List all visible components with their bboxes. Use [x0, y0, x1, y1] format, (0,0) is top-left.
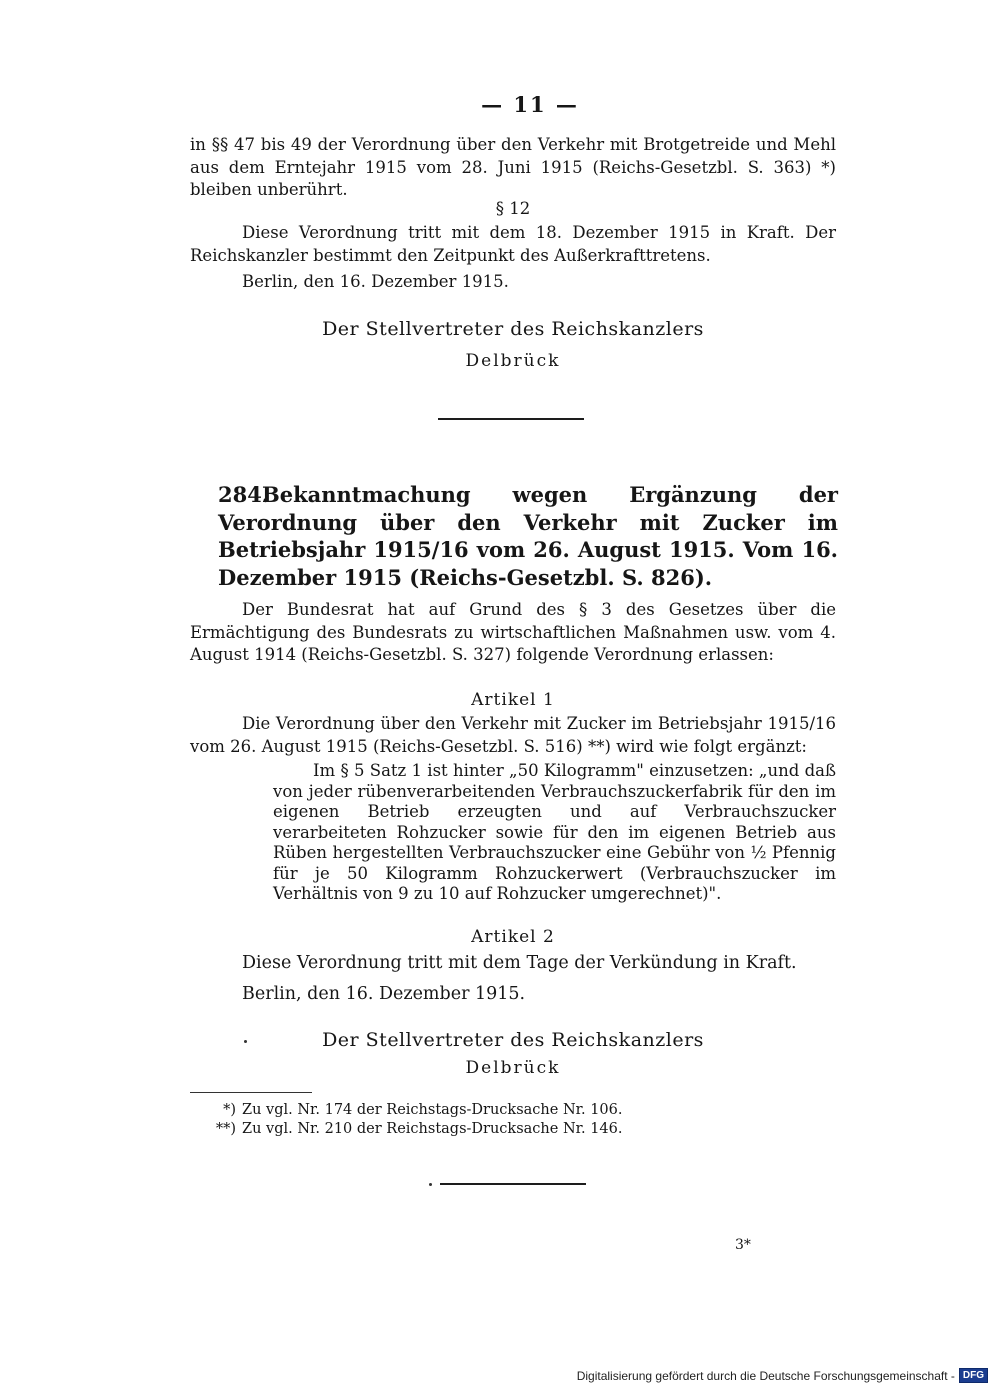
sheet-signature-mark: 3*: [735, 1237, 751, 1253]
item-284-intro: Der Bundesrat hat auf Grund des § 3 des Gesetzes über die Ermächtigung des Bundesrats zu wirtschaftlichen Maßnahmen usw. vom 4. August 1914 (Reichs-Gesetzbl. S. 327) folgende Verordnung erlassen:: [190, 600, 836, 664]
separator-rule-2: [440, 1183, 586, 1185]
article-2-text: Diese Verordnung tritt mit dem Tage der Verkündung in Kraft.: [242, 953, 797, 973]
article-1-heading: Artikel 1: [471, 690, 555, 710]
footnote: [190, 1120, 836, 1139]
section-12-text: Diese Verordnung tritt mit dem 18. Dezember 1915 in Kraft. Der Reichskanzler bestimmt den Zeitpunkt des Außerkrafttretens.: [190, 223, 836, 265]
footnote-text: Zu vgl. Nr. 174 der Reichstags-Drucksache Nr. 106.: [242, 1102, 623, 1118]
item-284-heading: [218, 481, 838, 591]
section-12-heading: § 12: [495, 199, 531, 218]
footer-credit-text: Digitalisierung gefördert durch die Deutsche Forschungsgemeinschaft -: [576, 1369, 955, 1383]
article-1-amendment-quote: Im § 5 Satz 1 ist hinter „50 Kilogramm" einzusetzen: „und daß von jeder rübenverarbeitenden Verbrauchszuckerfabrik für den im eigenen Betrieb erzeugten und auf Verbrauchszucker verarbeiteten Rohzucker sowie für den im eigenen Betrieb aus Rüben hergestellten Verbrauchszucker eine Gebühr von ½ Pfennig für je 50 Kilogramm Rohzuckerwert (Verbrauchszucker im Verhältnis von 9 zu 10 auf Rohzucker umgerechnet)".: [273, 761, 836, 903]
item-heading-text: Bekanntmachung wegen Ergänzung der Verordnung über den Verkehr mit Zucker im Betriebsjahr 1915/16 vom 26. August 1915. Vom 16. Dezember 1915 (Reichs-Gesetzbl. S. 826).: [218, 482, 838, 590]
signature-2-title: Der Stellvertreter des Reichskanzlers: [322, 1029, 704, 1051]
footnote-mark: *): [223, 1102, 236, 1118]
digitization-footer: [577, 1365, 988, 1384]
section-11-continuation: in §§ 47 bis 49 der Verordnung über den Verkehr mit Brotgetreide und Mehl aus dem Erntejahr 1915 vom 28. Juni 1915 (Reichs-Gesetzbl. S. 363) *) bleiben unberührt.: [190, 135, 836, 199]
print-speck: [429, 1183, 432, 1186]
signature-1-name: Delbrück: [465, 351, 561, 371]
item-number: 284.: [218, 482, 270, 507]
footnote-mark: **): [215, 1121, 236, 1137]
separator-rule-1: [438, 418, 584, 420]
page-number: — 11 —: [481, 92, 579, 117]
signature-1-title: Der Stellvertreter des Reichskanzlers: [322, 318, 704, 340]
signature-2-name: Delbrück: [465, 1058, 561, 1078]
article-2-heading: Artikel 2: [471, 927, 555, 947]
date-line-1: Berlin, den 16. Dezember 1915.: [242, 272, 509, 291]
date-line-2: Berlin, den 16. Dezember 1915.: [242, 984, 526, 1004]
footnote-rule: [190, 1092, 312, 1093]
footnote: [190, 1101, 836, 1120]
dfg-logo: DFG: [959, 1368, 988, 1383]
footnote-text: Zu vgl. Nr. 210 der Reichstags-Drucksache Nr. 146.: [242, 1121, 623, 1137]
article-1-text: Die Verordnung über den Verkehr mit Zucker im Betriebsjahr 1915/16 vom 26. August 1915 (Reichs-Gesetzbl. S. 516) **) wird wie folgt ergänzt:: [190, 714, 836, 756]
